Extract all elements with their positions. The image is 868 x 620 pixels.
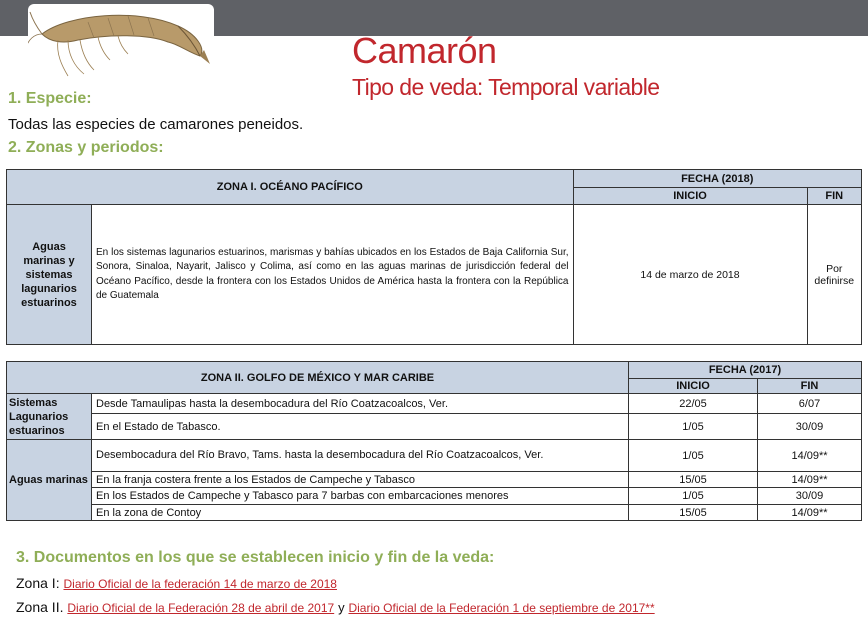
species-text: Todas las especies de camarones peneidos.	[8, 116, 304, 133]
zone2-row-start: 1/05	[629, 440, 758, 472]
zone2-row-start: 15/05	[629, 472, 758, 488]
zone1-inicio-header: INICIO	[573, 188, 807, 205]
zone2-row-desc: En la zona de Contoy	[92, 505, 629, 521]
zone2-row-desc: En el Estado de Tabasco.	[92, 414, 629, 440]
zone2-row-desc: En los Estados de Campeche y Tabasco para 7 barbas con embarcaciones menores	[92, 488, 629, 505]
zone2-row-end: 14/09**	[758, 505, 862, 521]
zone2-fecha-header: FECHA (2017)	[629, 362, 862, 379]
zone2-row-desc: En la franja costera frente a los Estados de Campeche y Tabasco	[92, 472, 629, 488]
zone2-row-start: 1/05	[629, 414, 758, 440]
zone2-doc-label: Zona II.	[16, 599, 64, 615]
zone1-description: En los sistemas lagunarios estuarinos, marismas y bahías ubicados en los Estados de Baja California Sur, Sonora, Sinaloa, Nayarit, Jalisco y Colima, así como en las aguas marinas de jurisdicción federal del Océano Pacífico, desde la frontera con los Estados Unidos de América hasta la frontera con la República de Guatemala	[92, 205, 574, 345]
zone1-end-date: Por definirse	[807, 205, 862, 345]
zone2-row-start: 1/05	[629, 488, 758, 505]
zone1-doc-label: Zona I:	[16, 575, 60, 591]
page-subtitle: Tipo de veda: Temporal variable	[352, 74, 660, 100]
zone2-doc-conjunction: y	[338, 600, 345, 615]
zone1-fin-header: FIN	[807, 188, 862, 205]
zone2-inicio-header: INICIO	[629, 379, 758, 394]
zone2-row-end: 30/09	[758, 414, 862, 440]
zone2-row-end: 6/07	[758, 394, 862, 414]
zone1-row-label: Aguas marinas y sistemas lagunarios estuarinos	[7, 205, 92, 345]
zone2-row-end: 14/09**	[758, 440, 862, 472]
zone1-start-date: 14 de marzo de 2018	[573, 205, 807, 345]
zone2-row-end: 30/09	[758, 488, 862, 505]
zone2-doc-link-2[interactable]: Diario Oficial de la Federación 1 de septiembre de 2017**	[348, 601, 655, 615]
zone2-table	[6, 361, 862, 521]
zone2-group-marinas: Aguas marinas	[7, 440, 92, 521]
zone2-row-end: 14/09**	[758, 472, 862, 488]
zone1-doc-line	[16, 575, 337, 591]
zone2-row-start: 15/05	[629, 505, 758, 521]
zone1-fecha-header: FECHA (2018)	[573, 170, 862, 188]
section-2-heading: 2. Zonas y periodos:	[8, 139, 164, 156]
page-title: Camarón	[352, 30, 497, 71]
zone2-group-lagunarios: Sistemas Lagunarios estuarinos	[7, 394, 92, 440]
zone2-title: ZONA II. GOLFO DE MÉXICO Y MAR CARIBE	[7, 362, 629, 394]
zone1-title: ZONA I. OCÉANO PACÍFICO	[7, 170, 574, 205]
zone2-doc-link-1[interactable]: Diario Oficial de la Federación 28 de abril de 2017	[67, 601, 335, 615]
section-3-heading: 3. Documentos en los que se establecen inicio y fin de la veda:	[16, 549, 495, 566]
zone1-doc-link[interactable]: Diario Oficial de la federación 14 de marzo de 2018	[63, 577, 337, 591]
shrimp-icon	[28, 4, 214, 80]
zone2-row-start: 22/05	[629, 394, 758, 414]
zone2-row-desc: Desde Tamaulipas hasta la desembocadura del Río Coatzacoalcos, Ver.	[92, 394, 629, 414]
shrimp-logo	[28, 4, 214, 80]
zone1-table	[6, 169, 862, 345]
section-1-heading: 1. Especie:	[8, 90, 92, 107]
zone2-fin-header: FIN	[758, 379, 862, 394]
zone2-doc-line	[16, 599, 655, 615]
zone2-row-desc: Desembocadura del Río Bravo, Tams. hasta la desembocadura del Río Coatzacoalcos, Ver.	[92, 440, 629, 472]
